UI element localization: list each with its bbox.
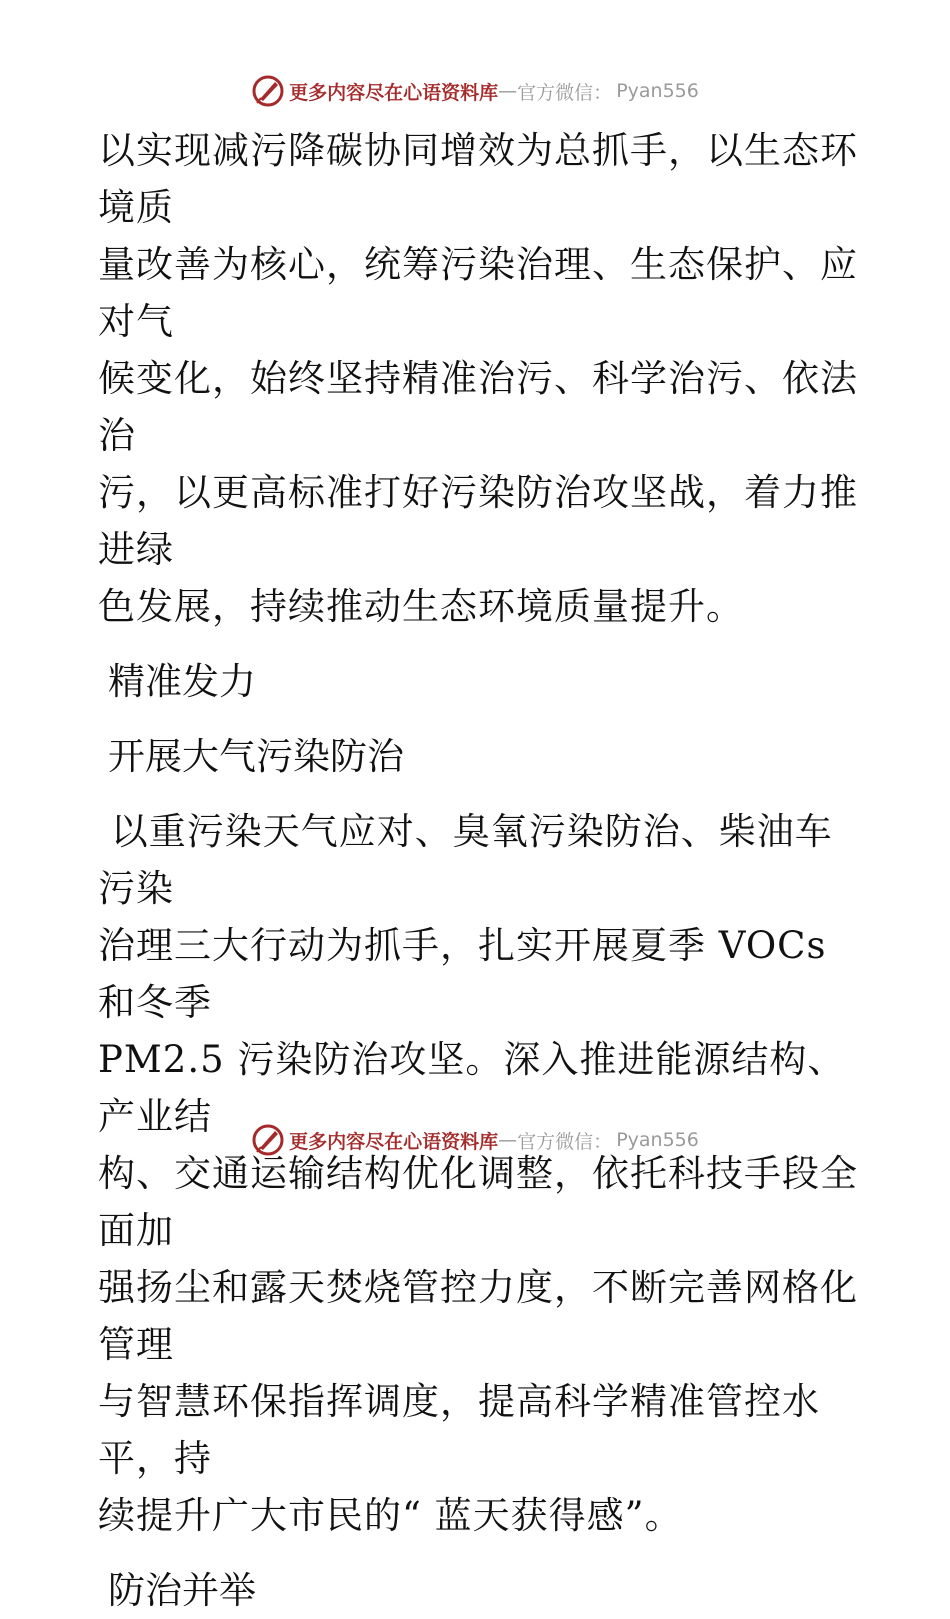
paragraph-line: 量改善为核心，统筹污染治理、生态保护、应对气 bbox=[98, 243, 858, 343]
watermark-wechat-label: 官方微信： bbox=[517, 1130, 613, 1153]
watermark-brand-text: 更多内容尽在心语资料库 bbox=[289, 81, 499, 104]
footer-watermark bbox=[0, 1120, 950, 1160]
paragraph-line: 构、交通运输结构优化调整，依托科技手段全面加 bbox=[98, 1152, 858, 1252]
paragraph-intro bbox=[98, 122, 858, 635]
feather-pen-logo-icon bbox=[251, 1123, 285, 1157]
feather-pen-logo-icon bbox=[251, 74, 285, 108]
paragraph-line: 候变化，始终坚持精准治污、科学治污、依法治 bbox=[98, 357, 858, 457]
document-body bbox=[98, 122, 858, 1619]
section-heading-prevention: 防治并举 bbox=[108, 1569, 256, 1612]
paragraph-line: 与智慧环保指挥调度，提高科学精准管控水平，持 bbox=[98, 1380, 820, 1480]
paragraph-line: 色发展，持续推动生态环境质量提升。 bbox=[98, 585, 744, 628]
section-heading-air-pollution: 开展大气污染防治 bbox=[108, 735, 404, 778]
paragraph-line: 污，以更高标准打好污染防治攻坚战，着力推进绿 bbox=[98, 471, 858, 571]
header-watermark bbox=[0, 71, 950, 111]
section-heading-precise-effort: 精准发力 bbox=[108, 660, 256, 703]
watermark-wechat-id: Pyan556 bbox=[616, 1129, 699, 1151]
paragraph-line: 治理三大行动为抓手，扎实开展夏季 VOCs 和冬季 bbox=[98, 924, 840, 1024]
watermark-dash: — bbox=[498, 1129, 518, 1151]
paragraph-line: PM2.5 污染防治攻坚。深入推进能源结构、产业结 bbox=[98, 1038, 846, 1138]
paragraph-line: 以实现减污降碳协同增效为总抓手，以生态环境质 bbox=[98, 129, 858, 229]
watermark-brand-text: 更多内容尽在心语资料库 bbox=[289, 1130, 499, 1153]
watermark-wechat-id: Pyan556 bbox=[616, 80, 699, 102]
watermark-wechat-label: 官方微信： bbox=[517, 81, 613, 104]
paragraph-air-pollution bbox=[98, 803, 858, 1544]
watermark-dash: — bbox=[498, 80, 518, 102]
paragraph-line: 以重污染天气应对、臭氧污染防治、柴油车污染 bbox=[98, 810, 833, 910]
paragraph-line: 强扬尘和露天焚烧管控力度，不断完善网格化管理 bbox=[98, 1266, 858, 1366]
paragraph-line: 续提升广大市民的“ 蓝天获得感”。 bbox=[98, 1494, 683, 1537]
